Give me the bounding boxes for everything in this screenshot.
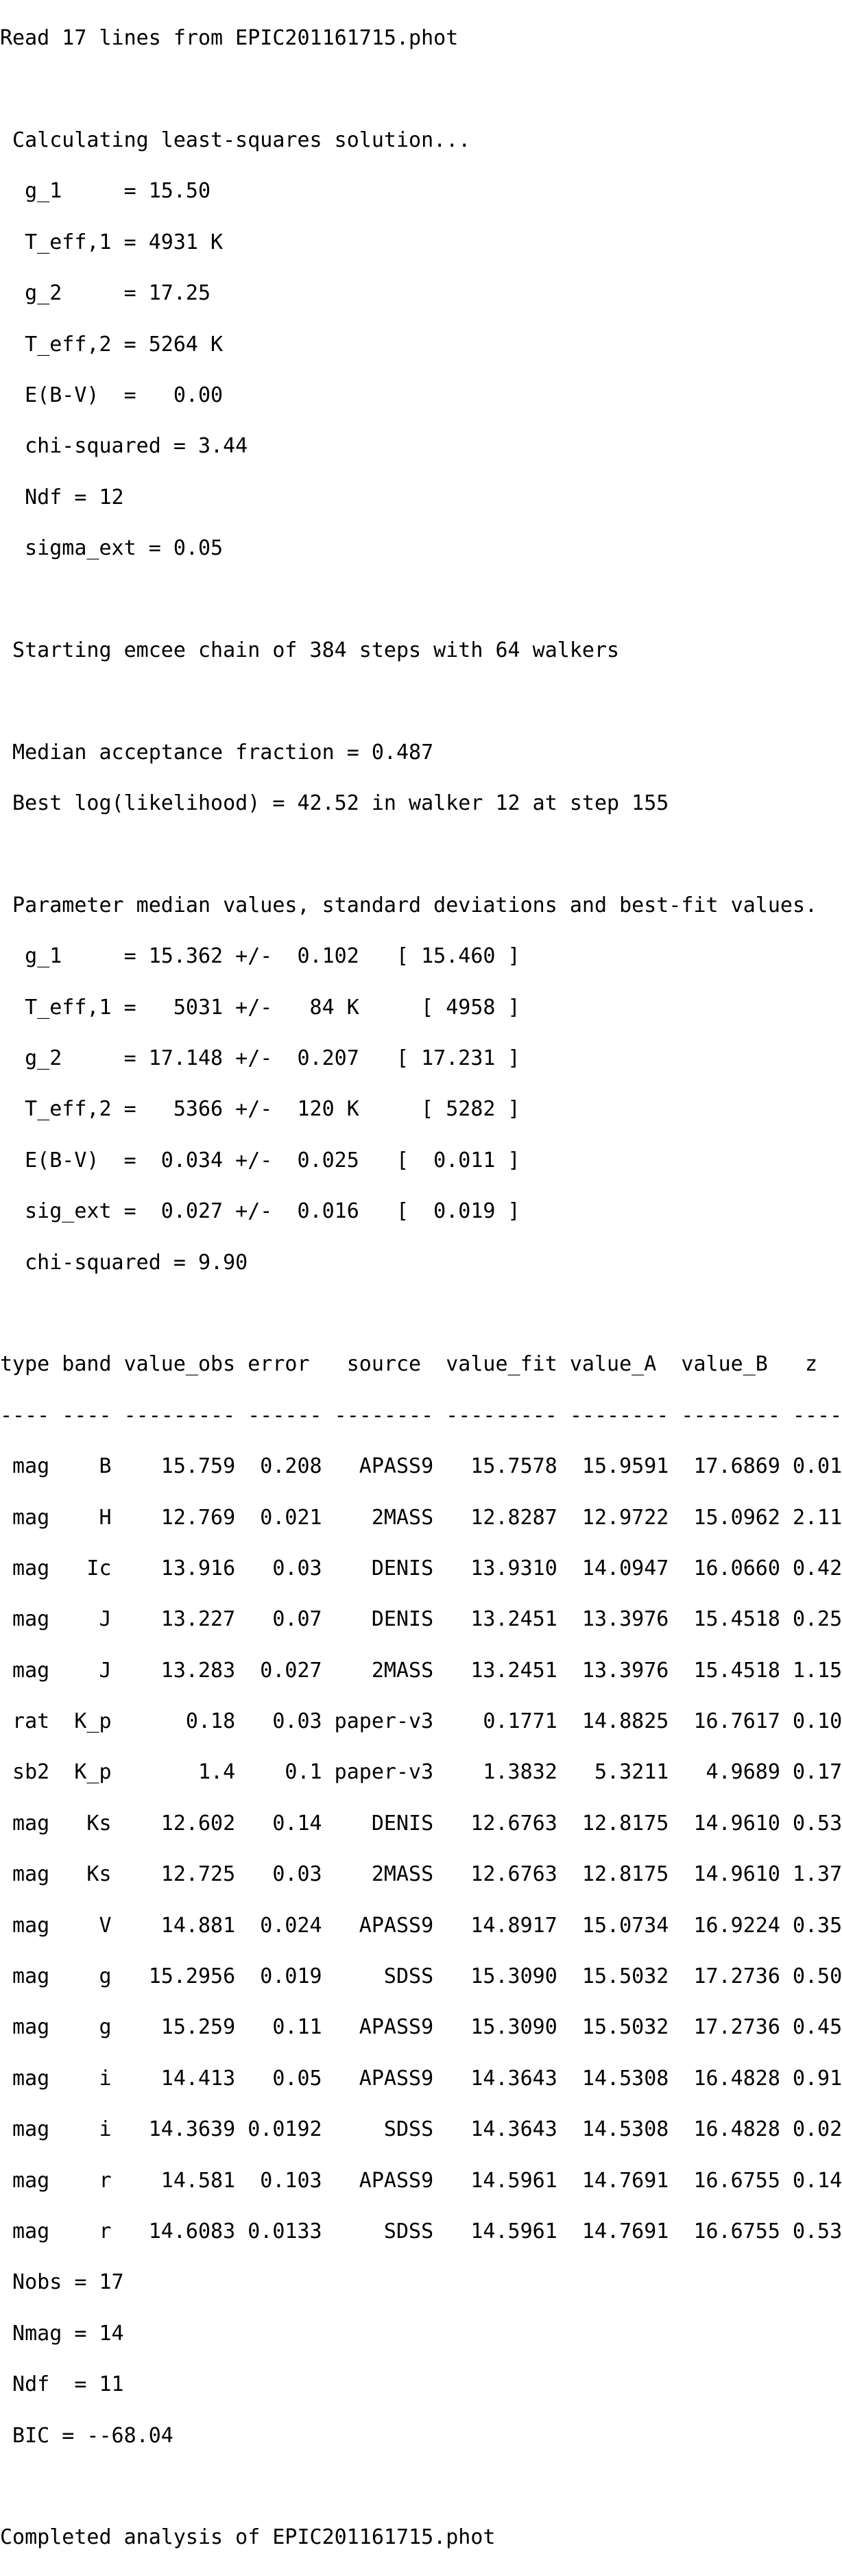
table-row: mag r 14.581 0.103 APASS9 14.5961 14.7691 16.6755 0.14 bbox=[0, 2168, 842, 2193]
table-row: mag g 15.2956 0.019 SDSS 15.3090 15.5032 17.2736 0.50 bbox=[0, 1964, 842, 1989]
blank-line bbox=[0, 688, 823, 714]
lsq-title: Calculating least-squares solution... bbox=[0, 128, 471, 152]
lsq-line: g_2 = 17.25 bbox=[0, 281, 211, 306]
blank-line bbox=[0, 77, 823, 102]
lsq-line: T_eff,2 = 5264 K bbox=[0, 332, 224, 357]
table-row: mag B 15.759 0.208 APASS9 15.7578 15.9591 17.6869 0.01 bbox=[0, 1454, 842, 1479]
table-row: mag r 14.6083 0.0133 SDSS 14.5961 14.7691 16.6755 0.53 bbox=[0, 2219, 842, 2243]
table-row: sb2 K_p 1.4 0.1 paper-v3 1.3832 5.3211 4.9689 0.17 bbox=[0, 1760, 842, 1785]
param-line: g_1 = 15.362 +/- 0.102 [ 15.460 ] bbox=[0, 944, 520, 969]
param-line: g_2 = 17.148 +/- 0.207 [ 17.231 ] bbox=[0, 1046, 520, 1071]
table-row: mag Ks 12.725 0.03 2MASS 12.6763 12.8175 14.9610 1.37 bbox=[0, 1862, 842, 1887]
param-line: E(B-V) = 0.034 +/- 0.025 [ 0.011 ] bbox=[0, 1148, 520, 1172]
table-header: type band value_obs error source value_fit value_A value_B z bbox=[0, 1352, 818, 1377]
best-likelihood-line: Best log(likelihood) = 42.52 in walker 12 at step 155 bbox=[0, 791, 669, 816]
summary-line: Nobs = 17 bbox=[0, 2270, 124, 2295]
blank-line bbox=[0, 587, 823, 612]
table-row: mag H 12.769 0.021 2MASS 12.8287 12.9722 15.0962 2.11 bbox=[0, 1505, 842, 1530]
table-row: mag V 14.881 0.024 APASS9 14.8917 15.0734 16.9224 0.35 bbox=[0, 1913, 842, 1938]
table-separator: ---- ---- --------- ------ -------- --------- -------- -------- ---- bbox=[0, 1403, 842, 1428]
lsq-line: Ndf = 12 bbox=[0, 485, 124, 509]
table-row: mag J 13.283 0.027 2MASS 13.2451 13.3976 15.4518 1.15 bbox=[0, 1658, 842, 1683]
summary-line: Nmag = 14 bbox=[0, 2321, 124, 2346]
param-line: T_eff,2 = 5366 +/- 120 K [ 5282 ] bbox=[0, 1097, 520, 1122]
lsq-line: chi-squared = 3.44 bbox=[0, 434, 248, 459]
table-row: mag g 15.259 0.11 APASS9 15.3090 15.5032 17.2736 0.45 bbox=[0, 2015, 842, 2040]
table-row: mag Ks 12.602 0.14 DENIS 12.6763 12.8175 14.9610 0.53 bbox=[0, 1811, 842, 1835]
summary-line: Ndf = 11 bbox=[0, 2372, 124, 2397]
lsq-line: E(B-V) = 0.00 bbox=[0, 383, 224, 407]
acceptance-fraction-line: Median acceptance fraction = 0.487 bbox=[0, 740, 434, 765]
blank-line bbox=[0, 841, 823, 867]
params-title: Parameter median values, standard deviations and best-fit values. bbox=[0, 893, 818, 917]
table-row: mag i 14.3639 0.0192 SDSS 14.3643 14.5308 16.4828 0.02 bbox=[0, 2117, 842, 2142]
summary-line: BIC = --68.04 bbox=[0, 2423, 173, 2448]
blank-line bbox=[0, 2474, 823, 2499]
param-line: chi-squared = 9.90 bbox=[0, 1250, 248, 1275]
read-lines-message: Read 17 lines from EPIC201161715.phot bbox=[0, 26, 459, 51]
lsq-line: sigma_ext = 0.05 bbox=[0, 536, 224, 561]
table-row: mag J 13.227 0.07 DENIS 13.2451 13.3976 15.4518 0.25 bbox=[0, 1607, 842, 1632]
lsq-line: T_eff,1 = 4931 K bbox=[0, 230, 224, 254]
emcee-start-line: Starting emcee chain of 384 steps with 64 walkers bbox=[0, 638, 620, 662]
completed-message: Completed analysis of EPIC201161715.phot bbox=[0, 2525, 496, 2550]
lsq-line: g_1 = 15.50 bbox=[0, 179, 211, 204]
param-line: sig_ext = 0.027 +/- 0.016 [ 0.019 ] bbox=[0, 1199, 520, 1224]
param-line: T_eff,1 = 5031 +/- 84 K [ 4958 ] bbox=[0, 995, 520, 1020]
table-row: mag Ic 13.916 0.03 DENIS 13.9310 14.0947 16.0660 0.42 bbox=[0, 1556, 842, 1580]
table-row: rat K_p 0.18 0.03 paper-v3 0.1771 14.8825 16.7617 0.10 bbox=[0, 1709, 842, 1734]
blank-line bbox=[0, 1301, 823, 1326]
table-row: mag i 14.413 0.05 APASS9 14.3643 14.5308 16.4828 0.91 bbox=[0, 2066, 842, 2091]
